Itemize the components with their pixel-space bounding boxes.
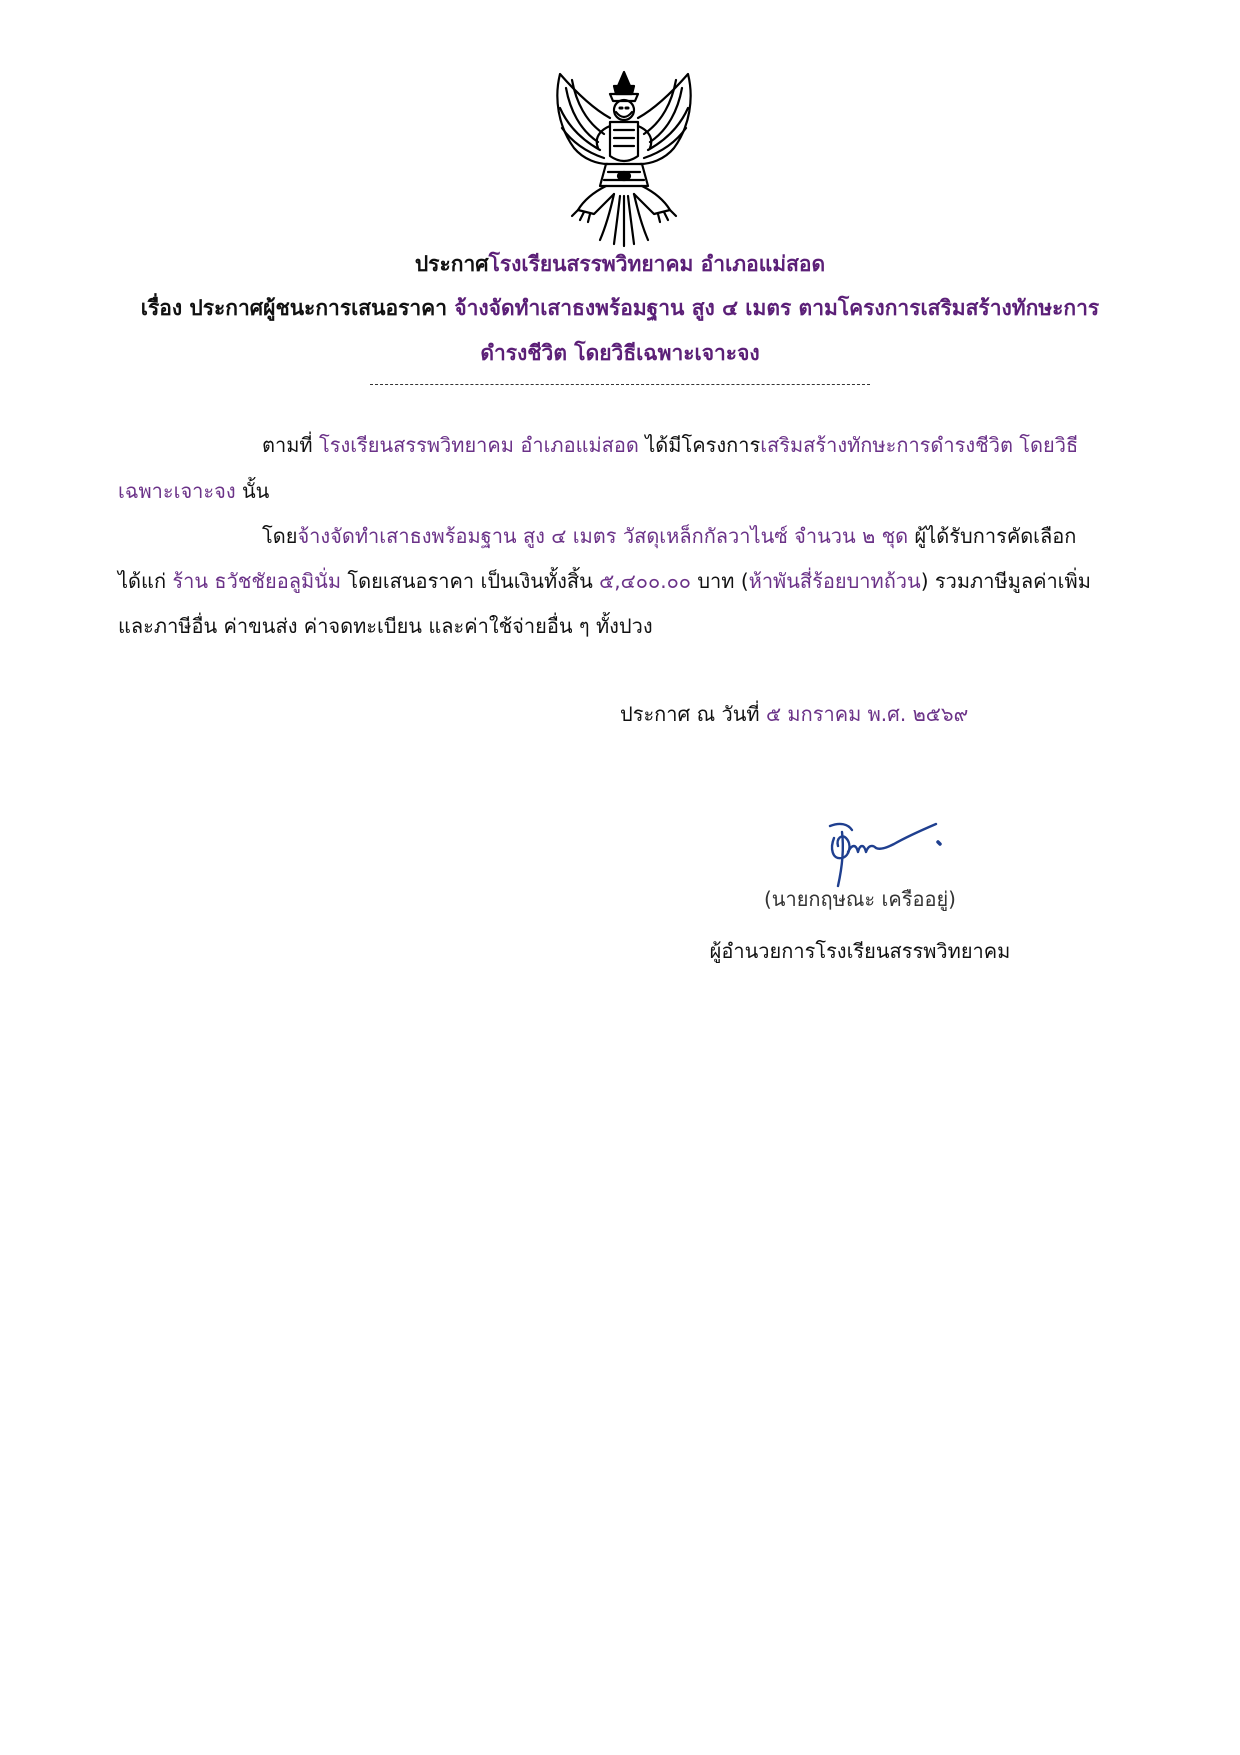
paragraph-2-line-1 [262, 521, 1076, 551]
p2-price: ๕,๔๐๐.๐๐ [599, 569, 691, 593]
paragraph-2-line-3 [118, 611, 653, 641]
garuda-emblem-icon [544, 68, 704, 248]
subject-prefix: เรื่อง ประกาศผู้ชนะการเสนอราคา [140, 296, 455, 320]
p2-price-words: ห้าพันสี่ร้อยบาทถ้วน [748, 569, 921, 593]
date-prefix: ประกาศ ณ วันที่ [620, 702, 766, 726]
paragraph-1-line-1 [262, 430, 1078, 460]
subject-main: จ้างจัดทำเสาธงพร้อมฐาน สูง ๔ เมตร ตามโครงการเสริมสร้างทักษะการ [454, 296, 1100, 320]
p2-selected: ผู้ได้รับการคัดเลือก [908, 524, 1077, 548]
p2-winner-prefix: ได้แก่ [118, 569, 173, 593]
divider [370, 384, 870, 385]
subject-continued: ดำรงชีวิต โดยวิธีเฉพาะเจาะจง [480, 341, 760, 365]
p2-vat: ) รวมภาษีมูลค่าเพิ่ม [920, 569, 1091, 593]
p2-item: จ้างจัดทำเสาธงพร้อมฐาน สูง ๔ เมตร วัสดุเหล็กกัลวาไนซ์ จำนวน ๒ ชุด [297, 524, 909, 548]
announcement-subject-continued [110, 337, 1130, 369]
p1-mid: ได้มีโครงการ [638, 433, 761, 457]
p2-prefix: โดย [262, 524, 298, 548]
p1-end: นั้น [235, 479, 270, 503]
p1-organization: โรงเรียนสรรพวิทยาคม อำเภอแม่สอด [318, 433, 639, 457]
signatory-name: (นายกฤษณะ เครืออยู่) [764, 887, 956, 911]
title-organization: โรงเรียนสรรพวิทยาคม อำเภอแม่สอด [488, 252, 826, 276]
paragraph-2-line-2 [118, 566, 1091, 596]
announcement-date [620, 699, 968, 729]
p2-price-prefix: โดยเสนอราคา เป็นเงินทั้งสิ้น [341, 569, 600, 593]
signature [812, 808, 952, 888]
p2-currency: บาท ( [691, 569, 749, 593]
p1-method: เฉพาะเจาะจง [118, 479, 236, 503]
p1-project: เสริมสร้างทักษะการดำรงชีวิต โดยวิธี [760, 433, 1079, 457]
title-prefix: ประกาศ [414, 252, 489, 276]
date-value: ๕ มกราคม พ.ศ. ๒๕๖๙ [765, 702, 969, 726]
announcement-subject [110, 292, 1130, 324]
paragraph-1-line-2 [118, 476, 269, 506]
p2-winner: ร้าน ธวัชชัยอลูมินั่ม [172, 569, 342, 593]
p2-last: และภาษีอื่น ค่าขนส่ง ค่าจดทะเบียน และค่าใช้จ่ายอื่น ๆ ทั้งปวง [118, 614, 653, 638]
announcement-title [110, 248, 1130, 280]
signatory-position: ผู้อำนวยการโรงเรียนสรรพวิทยาคม [709, 939, 1011, 963]
p1-prefix: ตามที่ [262, 433, 319, 457]
